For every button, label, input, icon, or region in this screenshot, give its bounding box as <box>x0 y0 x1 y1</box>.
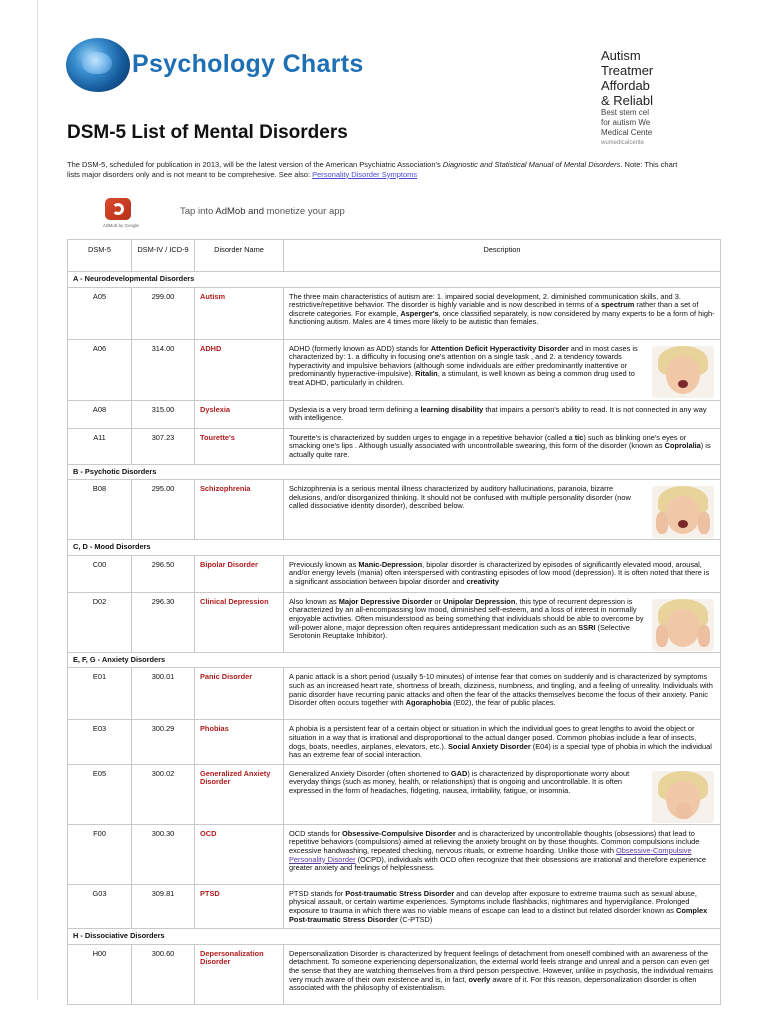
table-row <box>68 400 721 428</box>
brain-globe-logo[interactable] <box>66 38 130 92</box>
disorder-name: Autism <box>195 287 284 339</box>
dsm5-code: A06 <box>68 339 132 400</box>
disorder-name: Clinical Depression <box>195 592 284 652</box>
icd9-code: 315.00 <box>132 400 195 428</box>
desc-text: , once classified separately, is now considered by many experts to be a form of high-functioning autism. Males are 4 times more likely to be autistic than females. <box>289 308 715 327</box>
table-row <box>68 428 721 464</box>
desc-bold: Social Anxiety Disorder <box>448 741 531 751</box>
woman-holding-head-photo <box>652 599 714 651</box>
header-icd9: DSM-IV / ICD-9 <box>132 240 195 272</box>
table-row <box>68 592 721 652</box>
desc-text: rather than a set of discrete categories. For example, <box>289 300 699 318</box>
disorder-name: Bipolar Disorder <box>195 555 284 592</box>
dsm5-code: C00 <box>68 555 132 592</box>
disorder-description <box>284 339 721 400</box>
section-row <box>68 929 721 945</box>
icd9-code: 314.00 <box>132 339 195 400</box>
desc-bold: Asperger's <box>400 308 439 318</box>
desc-text: ) such as blinking one's eyes or smacking one's lips . Although usually associated with uncontrollable swearing, this form of the disorder (known as <box>289 432 687 451</box>
desc-text: (Selective Serotonin Reuptake Inhibitor). <box>289 622 630 641</box>
ad-line: Autism <box>601 48 641 63</box>
icd9-code: 300.60 <box>132 944 195 1004</box>
side-advertisement[interactable] <box>601 48 673 148</box>
dsm5-code: F00 <box>68 824 132 884</box>
section-row <box>68 464 721 480</box>
icd9-code: 300.30 <box>132 824 195 884</box>
desc-bold: Obsessive-Compulsive Disorder <box>341 828 456 838</box>
desc-bold: Manic-Depression <box>358 559 423 569</box>
ad-small-line: Best stem cel <box>601 108 650 117</box>
icd9-code: 299.00 <box>132 287 195 339</box>
disorder-description <box>284 884 721 928</box>
section-row <box>68 540 721 556</box>
table-row <box>68 824 721 884</box>
disorder-description <box>284 287 721 339</box>
table-header-row <box>68 240 721 272</box>
woman-biting-nails-photo <box>652 771 714 823</box>
table-row <box>68 944 721 1004</box>
desc-bold: SSRI <box>578 622 596 632</box>
ad-url: wumedicalcente <box>601 140 645 146</box>
dsm5-code: B08 <box>68 480 132 540</box>
disorder-description <box>284 592 721 652</box>
table-row <box>68 668 721 720</box>
desc-bold: Ritalin <box>415 369 438 379</box>
desc-text: ) is characterized by disproportionate worry about everyday things (such as money, health, or relationships) that is ongoing and uncontrollable. It is often expressed in the form of headaches, fidgeting, nausea, irritability, fatigue, or insomnia. <box>289 768 630 795</box>
section-title: E, F, G - Anxiety Disorders <box>68 652 721 668</box>
disorder-description <box>284 764 721 824</box>
woman-screaming-photo <box>652 346 714 398</box>
dsm5-table <box>67 239 721 1005</box>
header-disorder-name: Disorder Name <box>195 240 284 272</box>
desc-bold: spectrum <box>601 300 635 310</box>
dsm5-code: A08 <box>68 400 132 428</box>
desc-text: (OCPD), individuals with OCD often recognize that their obsessions are irrational and therefore experience greater anxiety and feelings of helplessness. <box>289 854 706 873</box>
desc-bold: Complex Post-traumatic Stress Disorder <box>289 905 708 924</box>
table-row <box>68 884 721 928</box>
disorder-description <box>284 668 721 720</box>
disorder-description <box>284 944 721 1004</box>
ad-small-line: Medical Cente <box>601 128 653 137</box>
admob-text-1: Tap into <box>180 206 216 217</box>
desc-text: PTSD stands for <box>289 888 346 898</box>
page-title: DSM-5 List of Mental Disorders <box>67 122 348 143</box>
section-title: A - Neurodevelopmental Disorders <box>68 272 721 288</box>
desc-text: OCD stands for <box>289 828 342 838</box>
desc-text: that impairs a person's ability to read. It is not connected in any way with intelligence. <box>289 404 707 423</box>
icd9-code: 307.23 <box>132 428 195 464</box>
disorder-name: Schizophrenia <box>195 480 284 540</box>
disorder-description <box>284 428 721 464</box>
desc-bold: Coprolalia <box>664 441 701 451</box>
icd9-code: 300.02 <box>132 764 195 824</box>
desc-text: Generalized Anxiety Disorder (often shortened to <box>289 768 451 778</box>
intro-text: The DSM-5, scheduled for publication in 2013, will be the latest version of the American Psychiatric Association's <box>67 160 443 169</box>
icd9-code: 296.30 <box>132 592 195 652</box>
desc-text: A panic attack is a short period (usually 5-10 minutes) of intense fear that comes on suddenly and is characterized by symptoms such as an increased heart rate, shortness of breath, dizziness, numbness, and tingling, and a feeling of unreality. Individuals with panic disorder have recurring panic attacks and often the fear of the attacks themselves become the focus of their anxiety. Panic Disorder often occurs together with <box>289 672 713 708</box>
desc-text: Depersonalization Disorder is characterized by frequent feelings of detachment from oneself combined with an awareness of the detachment. To someone experiencing depersonalization, the external world feels strange and unreal and a person can even get the sense that they are watching themselves from a third person perspective. However, unlike in psychosis, the individual remains very much aware of their own existence and is, in fact, <box>289 948 713 984</box>
dsm5-code: H00 <box>68 944 132 1004</box>
admob-logo[interactable] <box>103 198 140 230</box>
table-row <box>68 339 721 400</box>
site-logo-text[interactable]: Psychology Charts <box>132 50 364 78</box>
dsm5-code: D02 <box>68 592 132 652</box>
dsm5-code: G03 <box>68 884 132 928</box>
table-row <box>68 720 721 764</box>
brain-icon <box>82 52 112 74</box>
disorder-name: OCD <box>195 824 284 884</box>
desc-text: or <box>432 596 444 606</box>
desc-bold: tic <box>574 432 584 442</box>
intro-italic: Diagnostic and Statistical Manual of Mental Disorders <box>442 160 621 169</box>
disorder-description <box>284 400 721 428</box>
desc-text: , bipolar disorder is characterized by episodes of significantly elevated mood, arousal, and/or energy levels (mania) often interspersed with contrasting episodes of low mood (depression). It is often noted that there is a significant association between bipolar disorder and <box>289 559 710 586</box>
table-row <box>68 764 721 824</box>
disorder-description <box>284 824 721 884</box>
desc-text: (E04) is a special type of phobia in which the individual has an extreme fear of social interaction. <box>289 741 712 760</box>
desc-text: and in most cases is characterized by: 1. a difficulty in focusing one's attention on a single task , and 2. a tendency towards hyperactivity and impulsive behaviors (although some individuals are <box>289 343 638 370</box>
table-row <box>68 480 721 540</box>
disorder-name: Generalized Anxiety Disorder <box>195 764 284 824</box>
desc-text: The three main characteristics of autism are: 1. impaired social development, 2. diminished communication skills, and 3. restrictive/repetitive behavior. The disorder is highly variable and is now described in terms of a <box>289 291 681 310</box>
desc-text: and can develop after exposure to extreme trauma such as sexual abuse, physical assault, or certain wartime experiences. Symptoms include flashbacks, nightmares and hypervigilance. Prolonged exposure to trauma in which there was no viable means of escape can lead to a distinct but related disorder known as <box>289 888 697 915</box>
desc-text: predominantly inattentive or predominantly hyperactive-impulsive). <box>289 360 628 379</box>
dsm5-code: E05 <box>68 764 132 824</box>
disorder-name: Tourette's <box>195 428 284 464</box>
desc-text: ) is actually quite rare. <box>289 441 711 459</box>
desc-italic: either <box>515 360 535 370</box>
section-title: H - Dissociative Disorders <box>68 929 721 945</box>
ad-small-line: for autism We <box>601 118 651 127</box>
section-title: C, D - Mood Disorders <box>68 540 721 556</box>
header-description: Description <box>284 240 721 272</box>
desc-text: , this type of recurrent depression is characterized by an all-encompassing low mood, diminished self-esteem, and a loss of interest in normally enjoyable activities. Often misunderstood as being something that individuals should be able to overcome by will-power alone, major depression often requires antidepressant medication such as an <box>289 596 644 632</box>
personality-disorder-link[interactable]: Personality Disorder Symptoms <box>312 169 418 179</box>
admob-caption: AdMob by Google <box>103 223 140 228</box>
admob-banner-text[interactable] <box>180 206 345 217</box>
desc-text: Schizophrenia is a serious mental illness characterized by auditory hallucinations, paranoia, bizarre delusions, and/or disorganized thinking. It should not be confused with multiple personality disorder (now called dissociative identity disorder), described below. <box>289 484 631 511</box>
disorder-name: Dyslexia <box>195 400 284 428</box>
page-border <box>37 0 38 1000</box>
intro-paragraph <box>67 160 691 179</box>
table-row <box>68 555 721 592</box>
desc-text: Dyslexia is a very broad term defining a <box>289 404 421 414</box>
disorder-name: ADHD <box>195 339 284 400</box>
desc-bold: creativity <box>466 576 499 586</box>
disorder-name: Depersonalization Disorder <box>195 944 284 1004</box>
desc-text: Also known as <box>289 596 339 606</box>
table-row <box>68 287 721 339</box>
site-header <box>66 38 426 94</box>
desc-text: , a stimulant, is well known as being a common drug used to treat ADHD, particularly in children. <box>289 369 635 387</box>
icd9-code: 309.81 <box>132 884 195 928</box>
dsm5-code: A11 <box>68 428 132 464</box>
section-row <box>68 652 721 668</box>
desc-bold: Agoraphobia <box>405 698 452 708</box>
section-title: B - Psychotic Disorders <box>68 464 721 480</box>
disorder-description <box>284 480 721 540</box>
desc-text: ADHD (formerly known as ADD) stands for <box>289 343 431 353</box>
section-row <box>68 272 721 288</box>
desc-text: Tourette's is characterized by sudden urges to engage in a repetitive behavior (called a <box>289 432 575 442</box>
desc-text: and is characterized by uncontrollable thoughts (obsessions) that lead to repetitive behaviors (compulsions) aimed at relieving the anxiety brought on by those thoughts. Common compulsions include excessive handwashing, repeated checking, nervous rituals, or extreme hoarding. Unlike those with <box>289 828 700 855</box>
icd9-code: 300.29 <box>132 720 195 764</box>
admob-text-2: and <box>245 206 267 217</box>
desc-bold: GAD <box>450 768 468 778</box>
desc-bold: Major Depressive Disorder <box>338 596 433 606</box>
icd9-code: 296.50 <box>132 555 195 592</box>
disorder-name: Phobias <box>195 720 284 764</box>
ad-line: & Reliabl <box>601 93 654 108</box>
desc-bold: Attention Deficit Hyperactivity Disorder <box>430 343 569 353</box>
icd9-code: 300.01 <box>132 668 195 720</box>
ad-line: Affordab <box>601 78 650 93</box>
ad-line: Treatmer <box>601 63 654 78</box>
disorder-name: PTSD <box>195 884 284 928</box>
disorder-name: Panic Disorder <box>195 668 284 720</box>
dsm5-code: A05 <box>68 287 132 339</box>
desc-bold: Unipolar Depression <box>443 596 516 606</box>
admob-icon <box>105 198 131 220</box>
disorder-description <box>284 555 721 592</box>
desc-text: (E02), the fear of public places. <box>451 698 556 708</box>
desc-text: Previously known as <box>289 559 359 569</box>
desc-bold: overly <box>468 974 491 984</box>
dsm5-code: E03 <box>68 720 132 764</box>
desc-bold: learning disability <box>420 404 484 414</box>
intro-text-2: . Note: This chart lists major disorders only and is not meant to be comprehesive. See also: <box>67 160 678 179</box>
admob-brand: AdMob <box>215 206 246 217</box>
woman-covering-ears-photo <box>652 486 714 538</box>
header-dsm5: DSM-5 <box>68 240 132 272</box>
desc-bold: Post-traumatic Stress Disorder <box>345 888 455 898</box>
admob-text-3: monetize your app <box>266 206 345 217</box>
desc-text: (C-PTSD) <box>397 914 433 924</box>
icd9-code: 295.00 <box>132 480 195 540</box>
dsm5-code: E01 <box>68 668 132 720</box>
desc-text: aware of it. For this reason, depersonalization disorder is often associated with the philosophy of existentialism. <box>289 974 697 993</box>
desc-text: A phobia is a persistent fear of a certain object or situation in which the individual goes to great lengths to avoid the object or situation in a way that is irrational and disproportional to the actual danger posed. Common phobias include a fear of insects, dogs, boats, needles, airplanes, elevators, etc.). <box>289 724 697 751</box>
ocpd-link[interactable]: Obsessive-Compulsive Personality Disorder <box>289 845 692 864</box>
disorder-description <box>284 720 721 764</box>
